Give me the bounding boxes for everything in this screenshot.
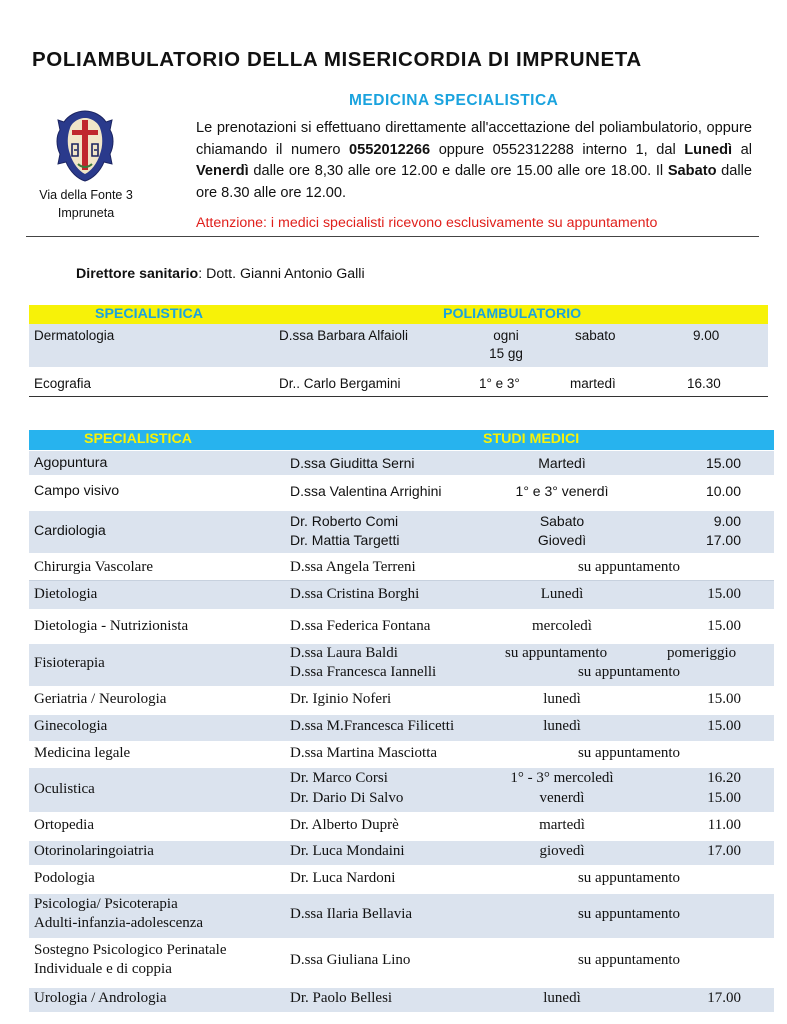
table-row: [29, 451, 774, 475]
director-label: Direttore sanitario: [76, 266, 199, 282]
frequency: 1° e 3°: [479, 376, 520, 391]
day: lunedì: [543, 718, 581, 734]
doctor: D.ssa Martina Masciotta: [290, 745, 438, 761]
header-specialty: SPECIALISTICA: [95, 306, 203, 322]
time: 15.00: [707, 618, 741, 634]
appointment-warning: Attenzione: i medici specialisti ricevono esclusivamente su appuntamento: [196, 215, 658, 231]
day: 1° - 3° mercoledì: [510, 770, 614, 786]
specialty: Ecografia: [34, 376, 92, 391]
doctor: D.ssa Laura Baldi: [290, 645, 398, 661]
table-row: [29, 644, 774, 686]
specialty: Dermatologia: [34, 328, 115, 343]
availability: su appuntamento: [577, 952, 681, 968]
studi-medici-header: [29, 430, 774, 450]
availability: su appuntamento: [505, 645, 608, 661]
specialty: Ortopedia: [34, 817, 94, 833]
time: 17.00: [705, 532, 741, 548]
booking-info: [196, 118, 752, 204]
table-row: [29, 477, 774, 509]
table-row: [29, 841, 774, 865]
address-street: Via della Fonte 3: [39, 188, 133, 202]
table-row: [29, 556, 774, 581]
specialty: Dietologia - Nutrizionista: [34, 618, 189, 634]
availability: su appuntamento: [577, 745, 681, 761]
specialty: Sostegno Psicologico Perinatale: [34, 942, 227, 958]
poliambulatorio-header: [29, 305, 768, 324]
day: lunedì: [543, 990, 581, 1006]
address: [26, 186, 146, 222]
specialty-detail: Adulti-infanzia-adolescenza: [34, 915, 204, 931]
time: 17.00: [707, 990, 741, 1006]
doctor: Dr. Alberto Duprè: [290, 817, 399, 833]
specialty: Campo visivo: [34, 483, 120, 499]
doctor: D.ssa Francesca Iannelli: [290, 664, 437, 680]
time: 16.30: [687, 376, 721, 391]
time: 15.00: [705, 455, 741, 471]
table-row: [29, 988, 774, 1012]
day: lunedì: [543, 691, 581, 707]
day: venerdì: [539, 790, 585, 806]
time: 15.00: [707, 691, 741, 707]
specialty-detail: Individuale e di coppia: [34, 961, 172, 977]
availability-time: pomeriggio: [667, 645, 737, 661]
specialty: Dietologia: [34, 586, 98, 602]
director-line: [76, 266, 365, 282]
availability: su appuntamento: [577, 906, 681, 922]
specialty: Medicina legale: [34, 745, 131, 761]
day: sabato: [575, 328, 616, 343]
booking-text: al: [732, 141, 753, 158]
day-from: Lunedì: [684, 141, 733, 158]
time: 9.00: [693, 328, 720, 343]
doctor: Dr. Mattia Targetti: [290, 532, 400, 548]
specialty: Ginecologia: [34, 718, 108, 734]
booking-text: dalle ore 8,30 alle ore 12.00 e dalle ore 15.00 alle ore 18.00. Il: [248, 163, 668, 179]
address-town: Impruneta: [57, 206, 115, 220]
doctor: D.ssa Valentina Arrighini: [290, 483, 442, 499]
specialty: Geriatria / Neurologia: [34, 691, 167, 707]
day: Lunedì: [540, 586, 584, 602]
time: 15.00: [707, 790, 741, 806]
table-row: [29, 324, 768, 367]
table-row: [29, 581, 774, 609]
specialty: Agopuntura: [34, 455, 108, 471]
day: martedì: [570, 376, 616, 391]
availability: su appuntamento: [577, 664, 681, 680]
header-specialty: SPECIALISTICA: [84, 431, 192, 447]
table-row: [29, 511, 774, 553]
table-row: [29, 372, 768, 397]
day: 1° e 3° venerdì: [515, 483, 609, 499]
table-row: [29, 768, 774, 812]
doctor: Dr. Luca Nardoni: [290, 870, 396, 886]
doctor: Dr. Marco Corsi: [290, 770, 388, 786]
director-name: : Dott. Gianni Antonio Galli: [198, 266, 365, 282]
specialty: Oculistica: [34, 781, 95, 797]
specialty: Chirurgia Vascolare: [34, 559, 153, 575]
doctor: D.ssa Angela Terreni: [290, 559, 416, 575]
booking-text: oppure 0552312288 interno 1, dal: [430, 141, 685, 158]
doctor: Dr. Dario Di Salvo: [290, 790, 404, 806]
table-row: [29, 715, 774, 741]
table-row: [29, 814, 774, 840]
doctor: D.ssa Cristina Borghi: [290, 586, 420, 602]
doctor: D.ssa Ilaria Bellavia: [290, 906, 413, 922]
availability: su appuntamento: [577, 559, 681, 575]
doctor: Dr. Iginio Noferi: [290, 691, 392, 707]
frequency: 15 gg: [489, 346, 523, 361]
time: 10.00: [705, 483, 741, 499]
specialty: Otorinolaringoiatria: [34, 843, 154, 859]
time: 9.00: [713, 513, 741, 529]
time: 17.00: [707, 843, 741, 859]
doctor: Dr.. Carlo Bergamini: [279, 376, 401, 391]
doctor: Dr. Paolo Bellesi: [290, 990, 393, 1006]
table-row: [29, 940, 774, 986]
time: 16.20: [707, 770, 741, 786]
header-section: POLIAMBULATORIO: [443, 306, 582, 322]
page-title: POLIAMBULATORIO DELLA MISERICORDIA DI IMPRUNETA: [32, 48, 642, 71]
day: giovedì: [539, 843, 585, 859]
divider: [26, 236, 759, 237]
time: 15.00: [707, 718, 741, 734]
time: 11.00: [707, 817, 741, 833]
misericordia-cross-logo-icon: [54, 108, 116, 184]
booking-text: Le prenotazioni si effettuano direttamente all'accettazione del poliambulatorio, oppure chiamando il numero: [196, 120, 752, 158]
doctor: Dr. Roberto Comi: [290, 513, 399, 529]
booking-text: dalle ore 8.30 alle ore 12.00.: [196, 163, 752, 201]
day-to: Venerdì: [196, 163, 249, 179]
header-section: STUDI MEDICI: [483, 431, 580, 447]
specialty: Cardiologia: [34, 523, 106, 539]
day: Giovedì: [537, 532, 587, 548]
doctor: D.ssa Barbara Alfaioli: [279, 328, 409, 343]
specialty: Urologia / Andrologia: [34, 990, 167, 1006]
table-row: [29, 612, 774, 642]
doctor: D.ssa Giuditta Serni: [290, 455, 415, 471]
doctor: Dr. Luca Mondaini: [290, 843, 405, 859]
day: Sabato: [539, 513, 585, 529]
table-row: [29, 742, 774, 768]
frequency: ogni: [493, 328, 519, 343]
specialty: Fisioterapia: [34, 655, 105, 671]
day: martedì: [539, 817, 585, 833]
specialty: Podologia: [34, 870, 95, 886]
section-subtitle: MEDICINA SPECIALISTICA: [349, 92, 559, 109]
time: 15.00: [707, 586, 741, 602]
doctor: D.ssa M.Francesca Filicetti: [290, 718, 455, 734]
table-row: [29, 688, 774, 714]
doctor: D.ssa Federica Fontana: [290, 618, 431, 634]
day: Martedì: [538, 455, 586, 471]
doctor: D.ssa Giuliana Lino: [290, 952, 411, 968]
table-row: [29, 894, 774, 938]
availability: su appuntamento: [577, 870, 681, 886]
day: mercoledì: [532, 618, 592, 634]
specialty: Psicologia/ Psicoterapia: [34, 896, 178, 912]
phone-number: 0552012266: [348, 141, 431, 158]
saturday-label: Sabato: [667, 163, 717, 179]
table-row: [29, 867, 774, 893]
